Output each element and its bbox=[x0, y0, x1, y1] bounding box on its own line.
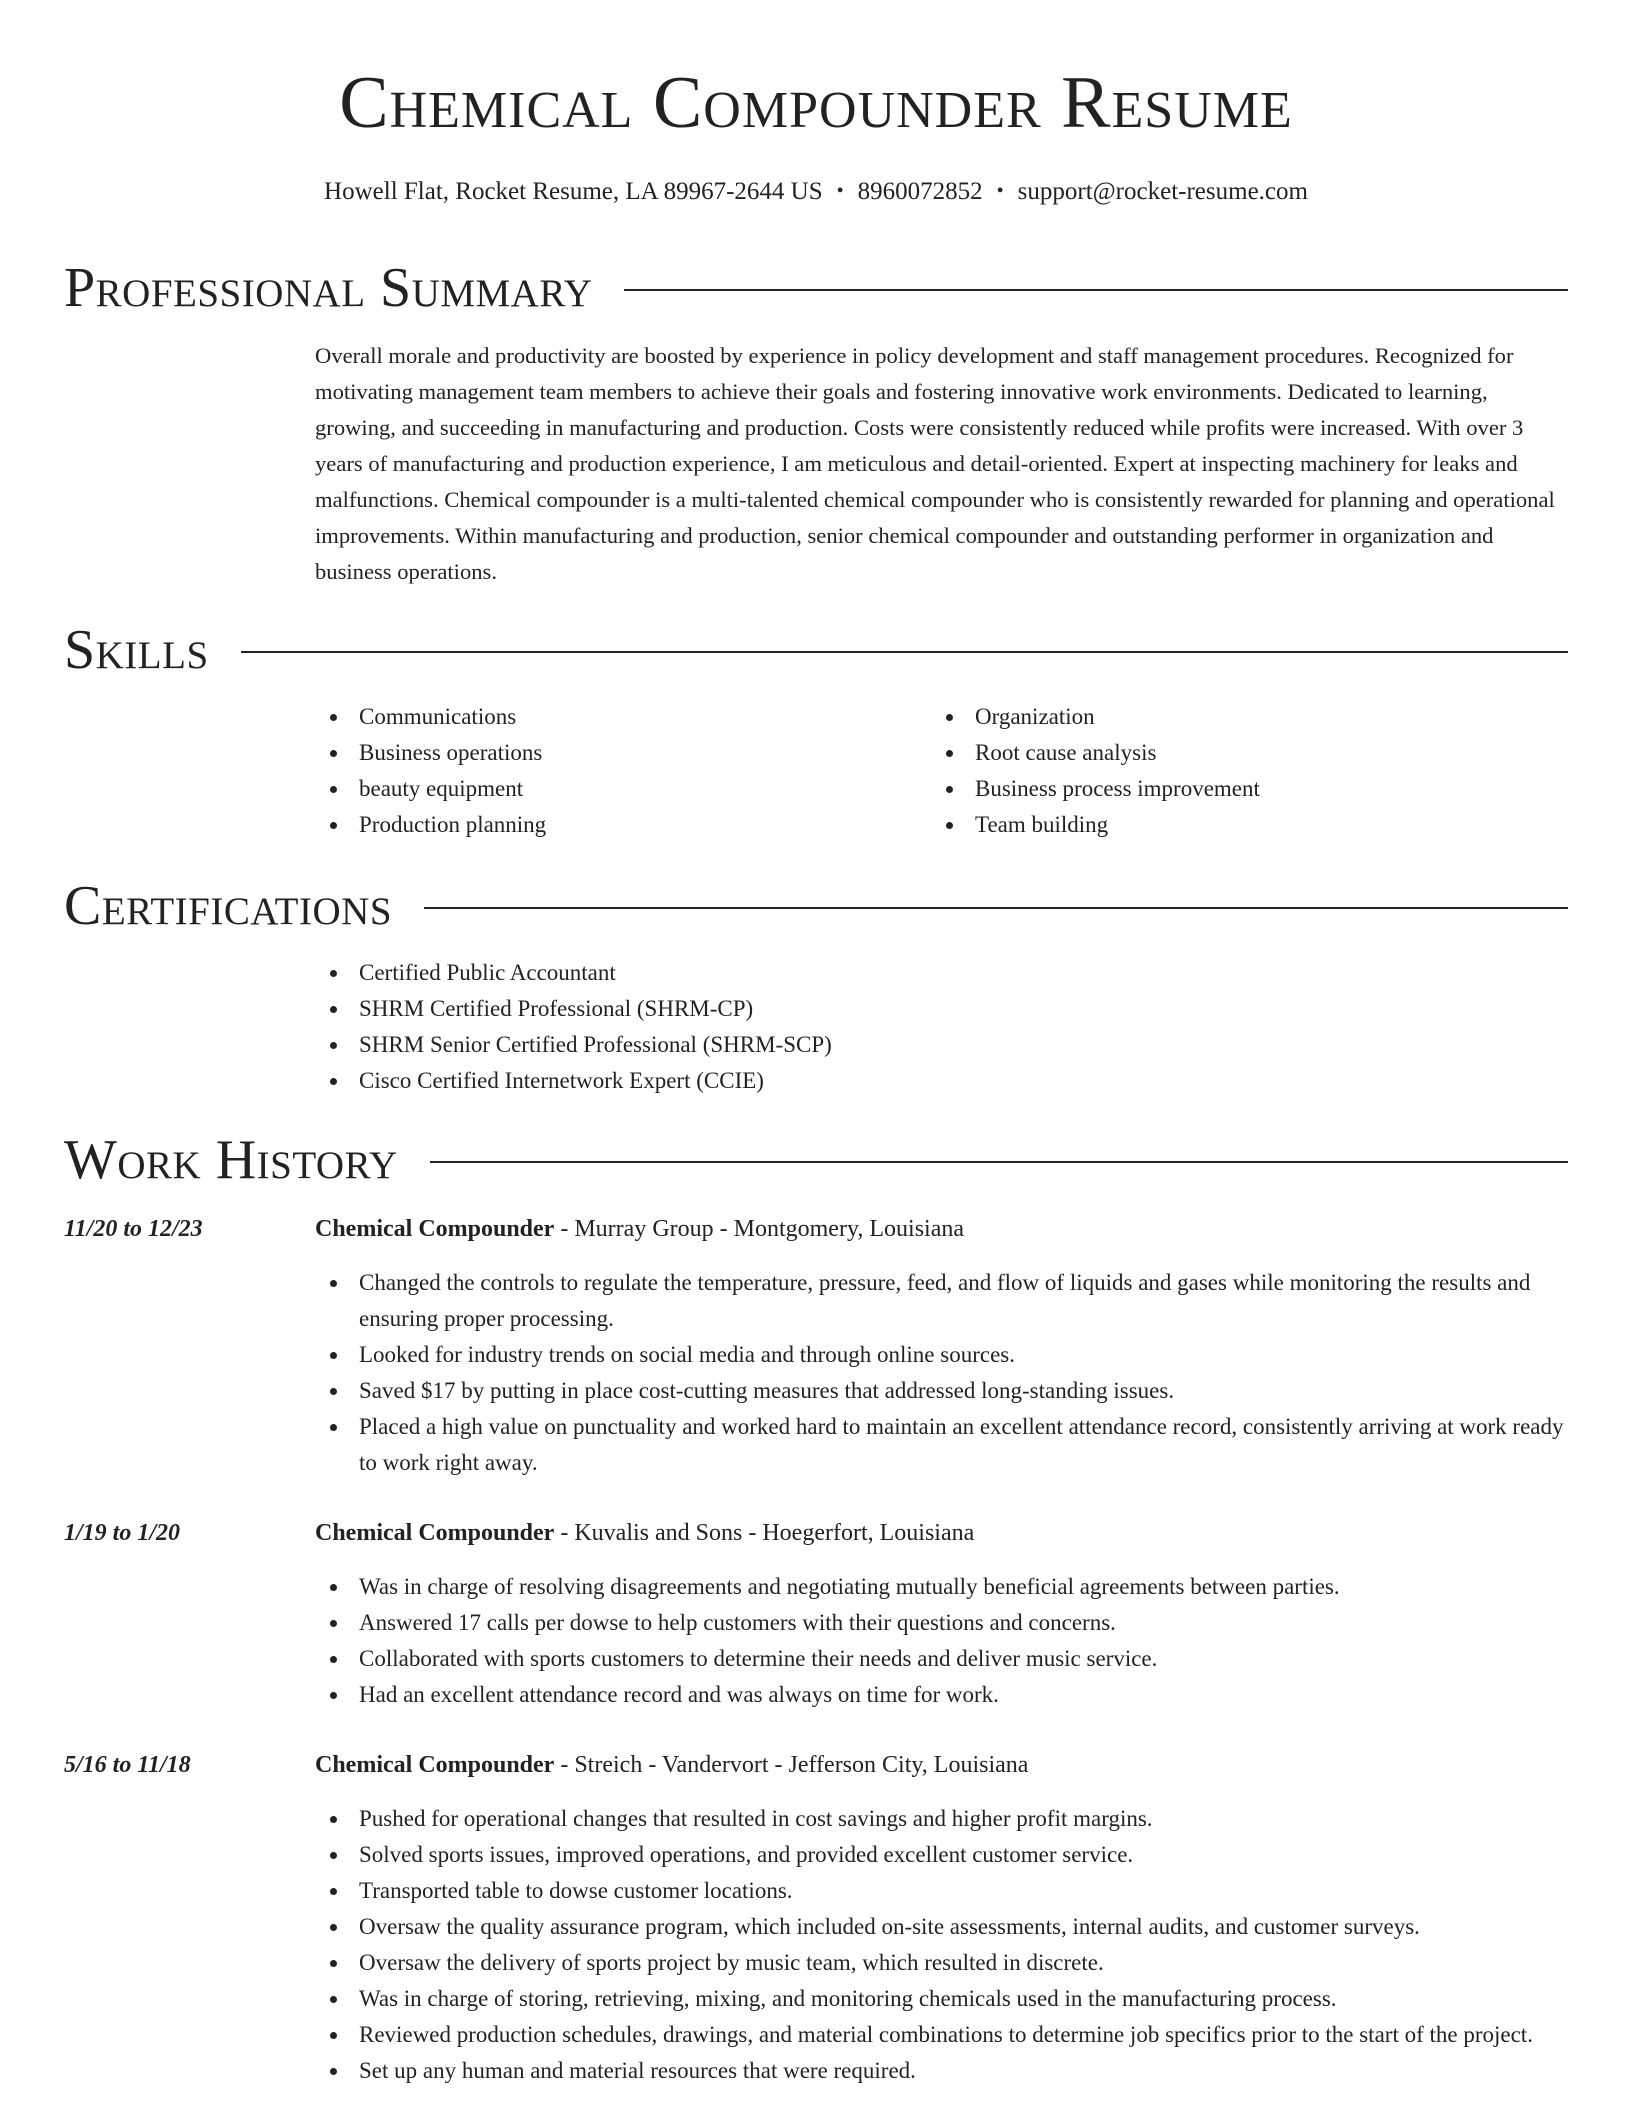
certification-item: SHRM Senior Certified Professional (SHRM-SCP) bbox=[315, 1027, 1568, 1063]
contact-line bbox=[0, 174, 1632, 211]
skills-heading: Skills bbox=[64, 619, 209, 681]
certifications-list bbox=[315, 955, 1568, 1099]
job-title: Chemical Compounder bbox=[315, 1216, 555, 1242]
job-bullet: Pushed for operational changes that resulted in cost savings and higher profit margins. bbox=[315, 1801, 1568, 1837]
job-bullet: Changed the controls to regulate the temperature, pressure, feed, and flow of liquids and gases while monitoring the results and ensuring proper processing. bbox=[315, 1265, 1568, 1337]
certification-item: SHRM Certified Professional (SHRM-CP) bbox=[315, 991, 1568, 1027]
skill-item: Business operations bbox=[315, 735, 915, 771]
job-bullet: Was in charge of resolving disagreements and negotiating mutually beneficial agreements between parties. bbox=[315, 1569, 1568, 1605]
job-bullet: Oversaw the delivery of sports project by music team, which resulted in discrete. bbox=[315, 1945, 1568, 1981]
contact-email: support@rocket-resume.com bbox=[1017, 178, 1308, 205]
job-bullet: Solved sports issues, improved operations, and provided excellent customer service. bbox=[315, 1837, 1568, 1873]
skill-item: Root cause analysis bbox=[931, 735, 1568, 771]
work-history-heading: Work History bbox=[64, 1129, 398, 1191]
section-divider bbox=[424, 907, 1568, 909]
summary-heading: Professional Summary bbox=[64, 257, 593, 319]
skill-item: Organization bbox=[931, 699, 1568, 735]
job-bullet: Transported table to dowse customer locations. bbox=[315, 1873, 1568, 1909]
certifications-section-heading bbox=[64, 871, 1568, 941]
resume-title: Chemical Compounder Resume bbox=[339, 62, 1293, 144]
contact-separator: • bbox=[996, 180, 1004, 202]
contact-address: Howell Flat, Rocket Resume, LA 89967-2644 US bbox=[324, 178, 823, 205]
skill-item: beauty equipment bbox=[315, 771, 915, 807]
work-history-section-heading bbox=[64, 1125, 1568, 1195]
certification-item: Cisco Certified Internetwork Expert (CCIE) bbox=[315, 1063, 1568, 1099]
job-bullet: Placed a high value on punctuality and worked hard to maintain an excellent attendance record, consistently arriving at work ready to work right away. bbox=[315, 1409, 1568, 1481]
skill-item: Business process improvement bbox=[931, 771, 1568, 807]
contact-separator: • bbox=[836, 180, 844, 202]
skill-item: Communications bbox=[315, 699, 915, 735]
job-line bbox=[315, 1211, 964, 1247]
job-bullet: Collaborated with sports customers to determine their needs and deliver music service. bbox=[315, 1641, 1568, 1677]
job-bullet: Looked for industry trends on social media and through online sources. bbox=[315, 1337, 1568, 1373]
job-title: Chemical Compounder bbox=[315, 1520, 555, 1546]
job-employer-location: - Kuvalis and Sons - Hoegerfort, Louisiana bbox=[554, 1520, 975, 1546]
job-bullets bbox=[315, 1569, 1568, 1713]
job-line bbox=[315, 1515, 974, 1551]
job-title: Chemical Compounder bbox=[315, 1752, 555, 1778]
skill-item: Team building bbox=[931, 807, 1568, 843]
job-bullet: Oversaw the quality assurance program, which included on-site assessments, internal audits, and customer surveys. bbox=[315, 1909, 1568, 1945]
job-dates: 5/16 to 11/18 bbox=[64, 1752, 191, 1778]
job-employer-location: - Murray Group - Montgomery, Louisiana bbox=[554, 1216, 965, 1242]
section-divider bbox=[624, 289, 1568, 291]
contact-phone: 8960072852 bbox=[857, 178, 983, 205]
job-bullets bbox=[315, 1265, 1568, 1481]
skills-section-heading bbox=[64, 615, 1568, 685]
skills-list-right bbox=[931, 699, 1568, 843]
certifications-heading: Certifications bbox=[64, 875, 393, 937]
summary-text: Overall morale and productivity are boosted by experience in policy development and staff management procedures. Recognized for motivating management team members to achieve their goals and fostering innovative work environments. Dedicated to learning, growing, and succeeding in manufacturing and production. Costs were consistently reduced while profits were increased. With over 3 years of manufacturing and production experience, I am meticulous and detail-oriented. Expert at inspecting machinery for leaks and malfunctions. Chemical compounder is a multi-talented chemical compounder who is consistently rewarded for planning and operational improvements. Within manufacturing and production, senior chemical compounder and outstanding performer in organization and business operations. bbox=[315, 343, 1555, 584]
skill-item: Production planning bbox=[315, 807, 915, 843]
job-bullet: Answered 17 calls per dowse to help customers with their questions and concerns. bbox=[315, 1605, 1568, 1641]
job-bullet: Set up any human and material resources that were required. bbox=[315, 2053, 1568, 2089]
certification-item: Certified Public Accountant bbox=[315, 955, 1568, 991]
section-divider bbox=[241, 651, 1568, 653]
job-dates: 11/20 to 12/23 bbox=[64, 1216, 203, 1242]
section-divider bbox=[430, 1161, 1568, 1163]
summary-section-heading bbox=[64, 253, 1568, 323]
job-bullet: Had an excellent attendance record and was always on time for work. bbox=[315, 1677, 1568, 1713]
job-bullet: Reviewed production schedules, drawings, and material combinations to determine job specifics prior to the start of the project. bbox=[315, 2017, 1568, 2053]
job-line bbox=[315, 1747, 1028, 1783]
job-dates: 1/19 to 1/20 bbox=[64, 1520, 181, 1546]
job-bullet: Was in charge of storing, retrieving, mixing, and monitoring chemicals used in the manufacturing process. bbox=[315, 1981, 1568, 2017]
skills-list-left bbox=[315, 699, 915, 843]
job-bullet: Saved $17 by putting in place cost-cutting measures that addressed long-standing issues. bbox=[315, 1373, 1568, 1409]
job-employer-location: - Streich - Vandervort - Jefferson City, Louisiana bbox=[554, 1752, 1029, 1778]
job-bullets bbox=[315, 1801, 1568, 2089]
